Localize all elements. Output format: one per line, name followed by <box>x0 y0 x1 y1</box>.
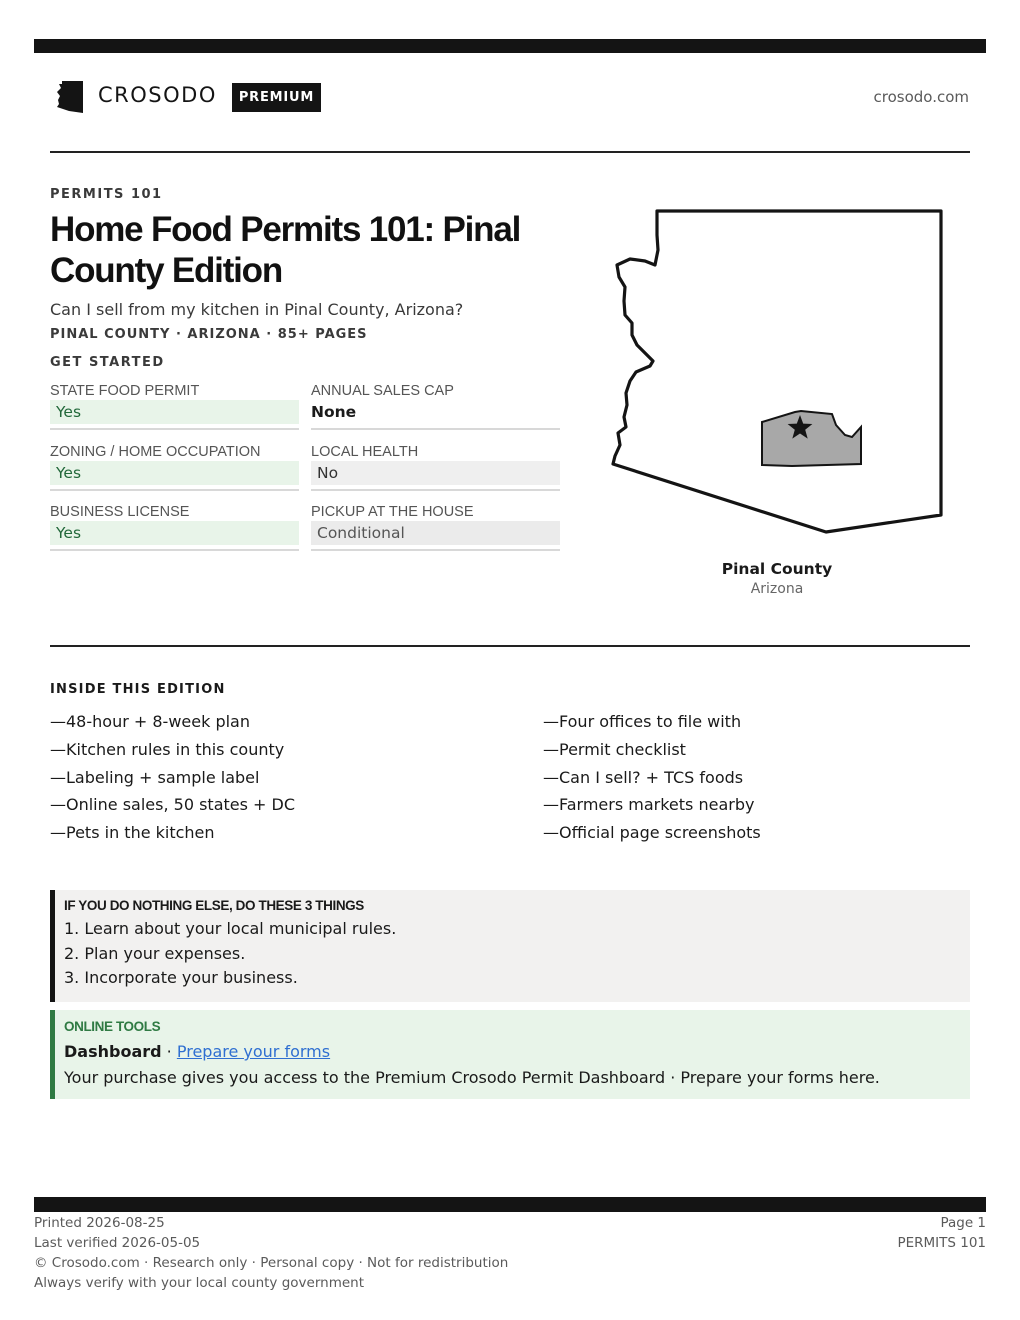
map-county-name: Pinal County <box>721 560 833 578</box>
field-value: Yes <box>50 400 299 424</box>
three-things-callout <box>50 890 970 1002</box>
online-tools-callout <box>50 1010 970 1099</box>
arizona-logo-icon <box>56 80 84 114</box>
top-bar <box>34 39 986 53</box>
map-caption <box>677 560 877 597</box>
site-link[interactable]: crosodo.com <box>873 88 969 106</box>
premium-badge: PREMIUM <box>232 83 321 112</box>
toc-item: —Labeling + sample label <box>50 767 260 787</box>
toc-item: —Farmers markets nearby <box>543 795 755 815</box>
toc-item: —Kitchen rules in this county <box>50 739 285 759</box>
toc-right-column <box>543 708 943 847</box>
arizona-state-outline <box>613 211 941 532</box>
field-divider <box>311 489 560 491</box>
callout-title: IF YOU DO NOTHING ELSE, DO THESE 3 THINGS <box>64 898 364 913</box>
tools-description: Your purchase gives you access to the Premium Crosodo Permit Dashboard · Prepare your forms here. <box>64 1068 880 1087</box>
field-value: Conditional <box>311 521 560 545</box>
header-divider <box>50 151 970 153</box>
header <box>50 76 970 118</box>
get-started-heading: GET STARTED <box>50 355 165 370</box>
kicker: PERMITS 101 <box>50 187 163 202</box>
toc-item: —48-hour + 8-week plan <box>50 712 250 731</box>
toc-item: —Online sales, 50 states + DC <box>50 795 296 815</box>
section-divider <box>50 645 970 647</box>
prepare-forms-link[interactable]: Prepare your forms <box>176 1042 331 1061</box>
field-value: None <box>311 403 357 421</box>
field-state-food-permit <box>50 383 299 438</box>
toc-item: —Pets in the kitchen <box>50 823 215 843</box>
field-value: Yes <box>50 521 299 545</box>
brand-name: CROSODO <box>98 83 217 107</box>
toc-item: —Official page screenshots <box>543 823 761 843</box>
inside-edition-heading: INSIDE THIS EDITION <box>50 682 226 697</box>
toc-item: —Can I sell? + TCS foods <box>543 767 744 787</box>
field-label: STATE FOOD PERMIT <box>50 383 200 399</box>
footer-left <box>34 1213 508 1293</box>
toc-item: —Permit checklist <box>543 739 686 759</box>
separator: · <box>161 1042 177 1061</box>
field-annual-sales-cap <box>311 383 560 438</box>
callout-item: 2. Plan your expenses. <box>64 943 246 963</box>
field-pickup <box>311 504 560 559</box>
bottom-bar <box>34 1197 986 1212</box>
field-label: PICKUP AT THE HOUSE <box>311 504 474 520</box>
subtitle: Can I sell from my kitchen in Pinal County, Arizona? <box>50 300 464 319</box>
callout-title: ONLINE TOOLS <box>64 1019 161 1034</box>
copyright: © Crosodo.com · Research only · Personal copy · Not for redistribution <box>34 1255 509 1271</box>
field-value: No <box>311 461 560 485</box>
field-label: ANNUAL SALES CAP <box>311 383 454 399</box>
callout-item: 1. Learn about your local municipal rules. <box>64 919 397 938</box>
page-number: Page 1 <box>940 1215 986 1231</box>
verified-date: Last verified 2026-05-05 <box>34 1235 201 1251</box>
field-divider <box>311 428 560 430</box>
field-business-license <box>50 504 299 559</box>
field-label: BUSINESS LICENSE <box>50 504 190 520</box>
dashboard-label: Dashboard <box>64 1042 162 1061</box>
footer-right <box>897 1213 986 1253</box>
field-divider <box>311 549 560 551</box>
page-title: Home Food Permits 101: Pinal County Edition <box>50 210 521 290</box>
printed-date: Printed 2026-08-25 <box>34 1215 165 1231</box>
disclaimer: Always verify with your local county government <box>34 1275 364 1291</box>
toc-left-column <box>50 708 450 847</box>
field-label: LOCAL HEALTH <box>311 444 419 460</box>
field-zoning <box>50 444 299 499</box>
field-divider <box>50 549 299 551</box>
callout-item: 3. Incorporate your business. <box>64 968 298 987</box>
field-divider <box>50 489 299 491</box>
field-value: Yes <box>50 461 299 485</box>
meta-line: PINAL COUNTY · ARIZONA · 85+ PAGES <box>50 327 368 342</box>
field-divider <box>50 428 299 430</box>
field-local-health <box>311 444 560 499</box>
footer-section: PERMITS 101 <box>897 1235 986 1251</box>
toc-item: —Four offices to file with <box>543 712 742 731</box>
map-state-name: Arizona <box>750 581 804 597</box>
dashboard-line <box>64 1039 970 1065</box>
arizona-map <box>608 205 948 540</box>
field-label: ZONING / HOME OCCUPATION <box>50 444 261 460</box>
